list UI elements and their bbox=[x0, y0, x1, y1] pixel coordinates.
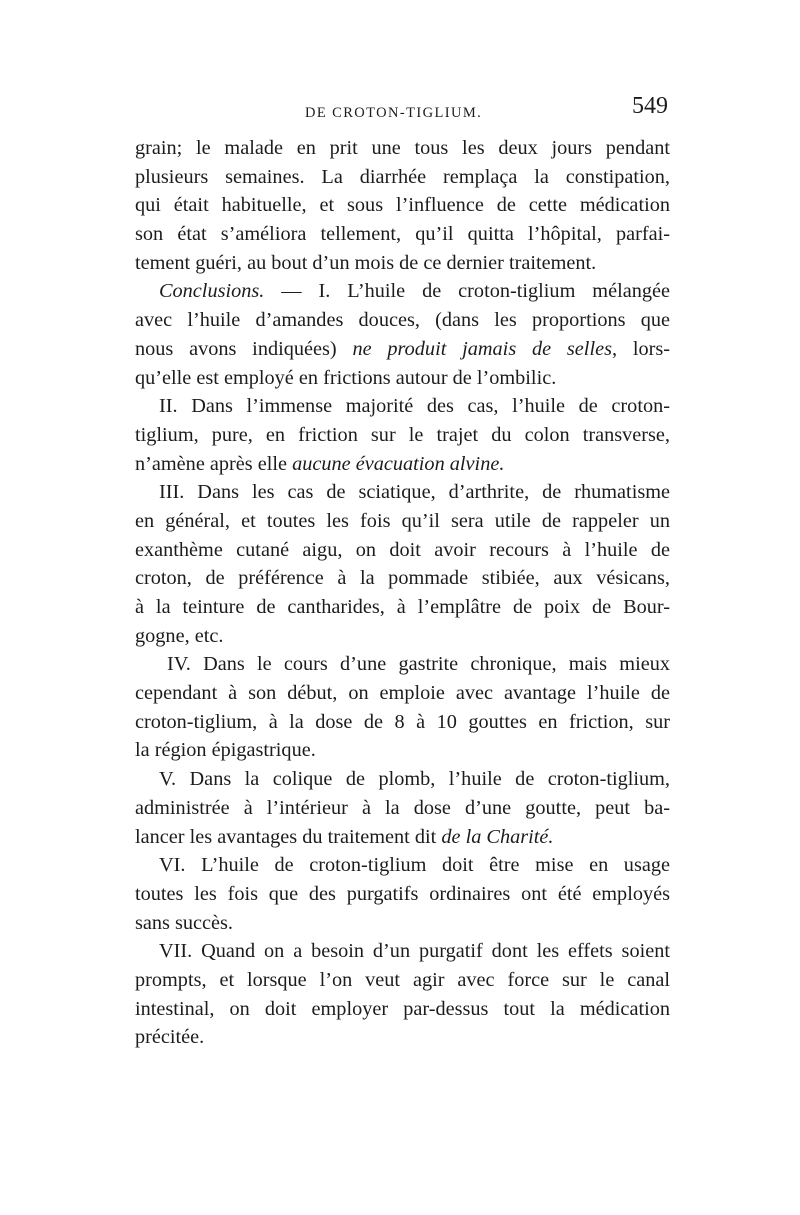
italic-phrase: aucune évacuation alvine. bbox=[292, 452, 505, 475]
text-line: prompts, et lorsque l’on veut agir avec force sur le canal bbox=[135, 968, 670, 991]
text-line: exanthème cutané aigu, on doit avoir recours à l’huile de bbox=[135, 538, 670, 561]
conclusions-heading-line bbox=[135, 277, 670, 306]
body-text bbox=[135, 134, 670, 1052]
text-line: cependant à son début, on emploie avec avantage l’huile de bbox=[135, 682, 670, 705]
text-line: intestinal, on doit employer par-dessus tout la médication bbox=[135, 997, 670, 1020]
text-line: son état s’améliora tellement, qu’il quitta l’hôpital, parfai- bbox=[135, 223, 670, 246]
text-line: avec l’huile d’amandes douces, (dans les proportions que bbox=[135, 309, 670, 332]
text-span: nous avons indiquées) bbox=[135, 337, 353, 360]
text-line: grain; le malade en prit une tous les deux jours pendant bbox=[135, 137, 670, 159]
text-line bbox=[135, 823, 670, 852]
text-span: n’amène après elle bbox=[135, 452, 293, 475]
text-line: VI. L’huile de croton-tiglium doit être mise en usage bbox=[159, 854, 670, 877]
text-line: à la teinture de cantharides, à l’emplâtre de poix de Bour- bbox=[135, 596, 670, 618]
text-line: croton-tiglium, à la dose de 8 à 10 gouttes en friction, sur bbox=[135, 710, 670, 733]
text-line: en général, et toutes les fois qu’il sera utile de rappeler un bbox=[135, 509, 670, 532]
page-header bbox=[135, 93, 670, 133]
running-title: DE CROTON-TIGLIUM. bbox=[305, 105, 483, 121]
text-line: tiglium, pure, en friction sur le trajet du colon transverse, bbox=[135, 423, 670, 446]
text-line: la région épigastrique. bbox=[135, 739, 316, 762]
text-line: VII. Quand on a besoin d’un purgatif dont les effets soient bbox=[159, 940, 670, 963]
text-line: tement guéri, au bout d’un mois de ce dernier traitement. bbox=[135, 251, 597, 274]
text-line: II. Dans l’immense majorité des cas, l’huile de croton- bbox=[159, 395, 670, 418]
text-line: croton, de préférence à la pommade stibiée, aux vésicans, bbox=[135, 567, 670, 590]
text-span: , lors- bbox=[611, 337, 670, 360]
conclusions-label: Conclusions. bbox=[159, 280, 265, 303]
text-line: qu’elle est employé en frictions autour de l’ombilic. bbox=[135, 366, 557, 389]
text-span: — I. L’huile de croton-tiglium mélangée bbox=[264, 280, 670, 303]
text-line: sans succès. bbox=[135, 911, 233, 934]
italic-phrase: de la Charité. bbox=[441, 825, 554, 848]
page-number: 549 bbox=[632, 93, 668, 119]
text-span: lancer les avantages du traitement dit bbox=[135, 825, 442, 848]
text-line: qui était habituelle, et sous l’influence de cette médication bbox=[135, 194, 670, 217]
text-line: gogne, etc. bbox=[135, 624, 224, 647]
text-line: administrée à l’intérieur à la dose d’une goutte, peut ba- bbox=[135, 796, 670, 819]
text-line: V. Dans la colique de plomb, l’huile de croton-tiglium, bbox=[159, 768, 670, 791]
text-line: toutes les fois que des purgatifs ordinaires ont été employés bbox=[135, 882, 670, 905]
text-line bbox=[135, 450, 670, 479]
text-line: plusieurs semaines. La diarrhée remplaça la constipation, bbox=[135, 165, 670, 188]
italic-phrase: ne produit jamais de selles bbox=[352, 337, 612, 360]
text-line bbox=[135, 335, 670, 364]
text-line: précitée. bbox=[135, 1026, 205, 1049]
text-line: III. Dans les cas de sciatique, d’arthrite, de rhumatisme bbox=[159, 481, 670, 504]
text-line: IV. Dans le cours d’une gastrite chronique, mais mieux bbox=[167, 653, 670, 676]
